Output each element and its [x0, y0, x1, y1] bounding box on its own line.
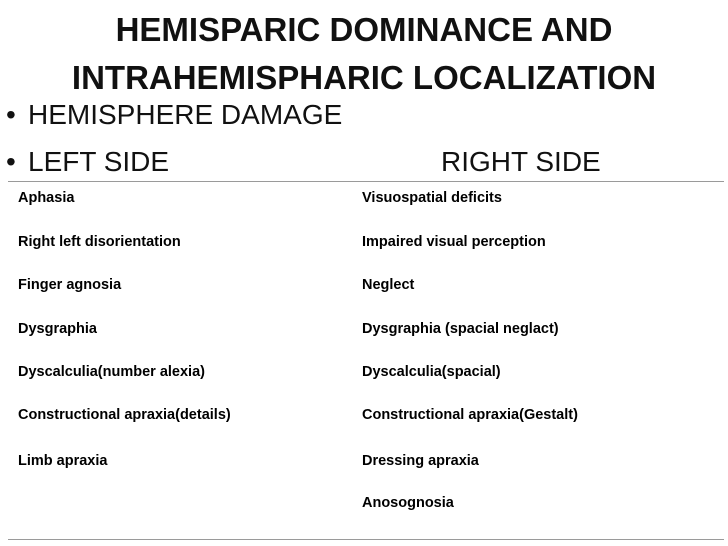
left-cell: Constructional apraxia(details) — [18, 407, 231, 423]
right-cell: Dysgraphia (spacial neglact) — [362, 321, 559, 337]
slide-title — [0, 6, 728, 102]
bullet-hemisphere-damage — [6, 98, 342, 132]
bullet-dot-icon: • — [6, 99, 16, 130]
bullet-dot-icon: • — [6, 146, 16, 177]
left-cell: Limb apraxia — [18, 453, 108, 469]
left-cell: Finger agnosia — [18, 277, 122, 293]
right-cell: Neglect — [362, 277, 415, 293]
table-bottom-rule — [8, 539, 724, 540]
right-cell: Impaired visual perception — [362, 234, 546, 250]
title-line-1: HEMISPARIC DOMINANCE AND — [115, 11, 613, 48]
right-cell: Constructional apraxia(Gestalt) — [362, 407, 578, 423]
table-top-rule — [8, 181, 724, 182]
bullet-text: LEFT SIDE — [28, 146, 170, 177]
right-cell: Visuospatial deficits — [362, 190, 502, 206]
title-line-2: INTRAHEMISPHARIC LOCALIZATION — [71, 59, 657, 96]
right-cell: Anosognosia — [362, 495, 454, 511]
left-cell: Dyscalculia(number alexia) — [18, 364, 205, 380]
left-cell: Dysgraphia — [18, 321, 97, 337]
right-cell: Dressing apraxia — [362, 453, 479, 469]
left-cell: Aphasia — [18, 190, 75, 206]
left-cell: Right left disorientation — [18, 234, 181, 250]
right-side-heading: RIGHT SIDE — [441, 146, 601, 177]
bullet-text: HEMISPHERE DAMAGE — [28, 99, 343, 130]
bullet-left-side — [6, 145, 169, 179]
right-cell: Dyscalculia(spacial) — [362, 364, 501, 380]
